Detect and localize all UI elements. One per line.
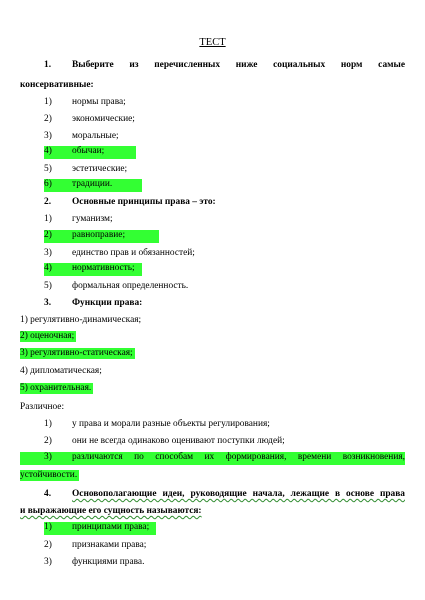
q3-option: 4) дипломатическая; [20, 366, 102, 376]
q4-number: 4. [44, 489, 52, 499]
q1-option-num: 3) [44, 131, 52, 141]
q2-option: равноправие; [72, 230, 126, 240]
q2-highlight-row [44, 230, 159, 243]
diff-option-num: 2) [44, 436, 52, 446]
q1-option: нормы права; [72, 97, 126, 107]
q3-option: 1) регулятивно-динамическая; [20, 315, 142, 325]
q1-highlight-row [44, 179, 142, 192]
q4-text-line1: Основополагающие идеи, руководящие начала, лежащие в основе права [72, 489, 405, 499]
q2-option-num: 2) [44, 230, 52, 240]
q1-option: традиции. [72, 179, 113, 189]
diff-option-line1: различаются по способам их формирования, времени возникновения, [72, 452, 405, 462]
diff-label: Различное: [20, 402, 65, 412]
diff-option-line2: устойчивости. [20, 470, 78, 480]
q4-option-num: 1) [44, 522, 52, 532]
q2-option-num: 1) [44, 214, 52, 224]
q3-option: 2) оценочная; [20, 331, 75, 341]
q3-text: Функции права: [72, 298, 143, 308]
q1-option: экономические; [72, 114, 135, 124]
q1-option-num: 4) [44, 146, 52, 156]
q1-option-num: 1) [44, 97, 52, 107]
q1-option: эстетические; [72, 164, 128, 174]
q3-number: 3. [44, 298, 52, 308]
q2-option-num: 4) [44, 263, 52, 273]
q4-option: принципами права; [72, 522, 150, 532]
q2-option-num: 5) [44, 281, 52, 291]
q1-option-num: 6) [44, 179, 52, 189]
q3-option: 3) регулятивно-статическая; [20, 348, 133, 358]
q2-option: нормативность; [72, 263, 135, 273]
q1-option-num: 5) [44, 164, 52, 174]
q3-option: 5) охранительная. [20, 383, 92, 393]
q4-highlight-row [44, 522, 156, 535]
diff-option: они не всегда одинаково оценивают поступки людей; [72, 436, 285, 446]
q2-option: единство прав и обязанностей; [72, 248, 195, 258]
q1-text-line2: консервативные: [20, 80, 94, 90]
q1-number: 1. [44, 60, 52, 70]
q1-option-num: 2) [44, 114, 52, 124]
q1-text-line1: Выберите из перечисленных ниже социальных норм самые [72, 60, 405, 70]
q4-text-line2: и выражающие его сущность называются: [20, 506, 202, 516]
q1-option: обычаи; [72, 146, 105, 156]
q4-option-num: 3) [44, 557, 52, 567]
q2-option: гуманизм; [72, 214, 113, 224]
q4-option-num: 2) [44, 540, 52, 550]
q2-option-num: 3) [44, 248, 52, 258]
diff-highlight-row [20, 452, 405, 465]
q2-highlight-row [44, 263, 142, 276]
diff-option-num: 1) [44, 419, 52, 429]
q4-option: признаками права; [72, 540, 147, 550]
q4-option: функциями права. [72, 557, 145, 567]
q2-option: формальная определенность. [72, 281, 189, 291]
diff-option-num: 3) [44, 452, 52, 462]
q1-option: моральные; [72, 131, 119, 141]
q2-number: 2. [44, 197, 52, 207]
q2-text: Основные принципы права – это: [72, 197, 216, 207]
q1-highlight-row [44, 146, 136, 159]
diff-option: у права и морали разные объекты регулирования; [72, 419, 270, 429]
test-title: ТЕСТ [199, 37, 226, 48]
